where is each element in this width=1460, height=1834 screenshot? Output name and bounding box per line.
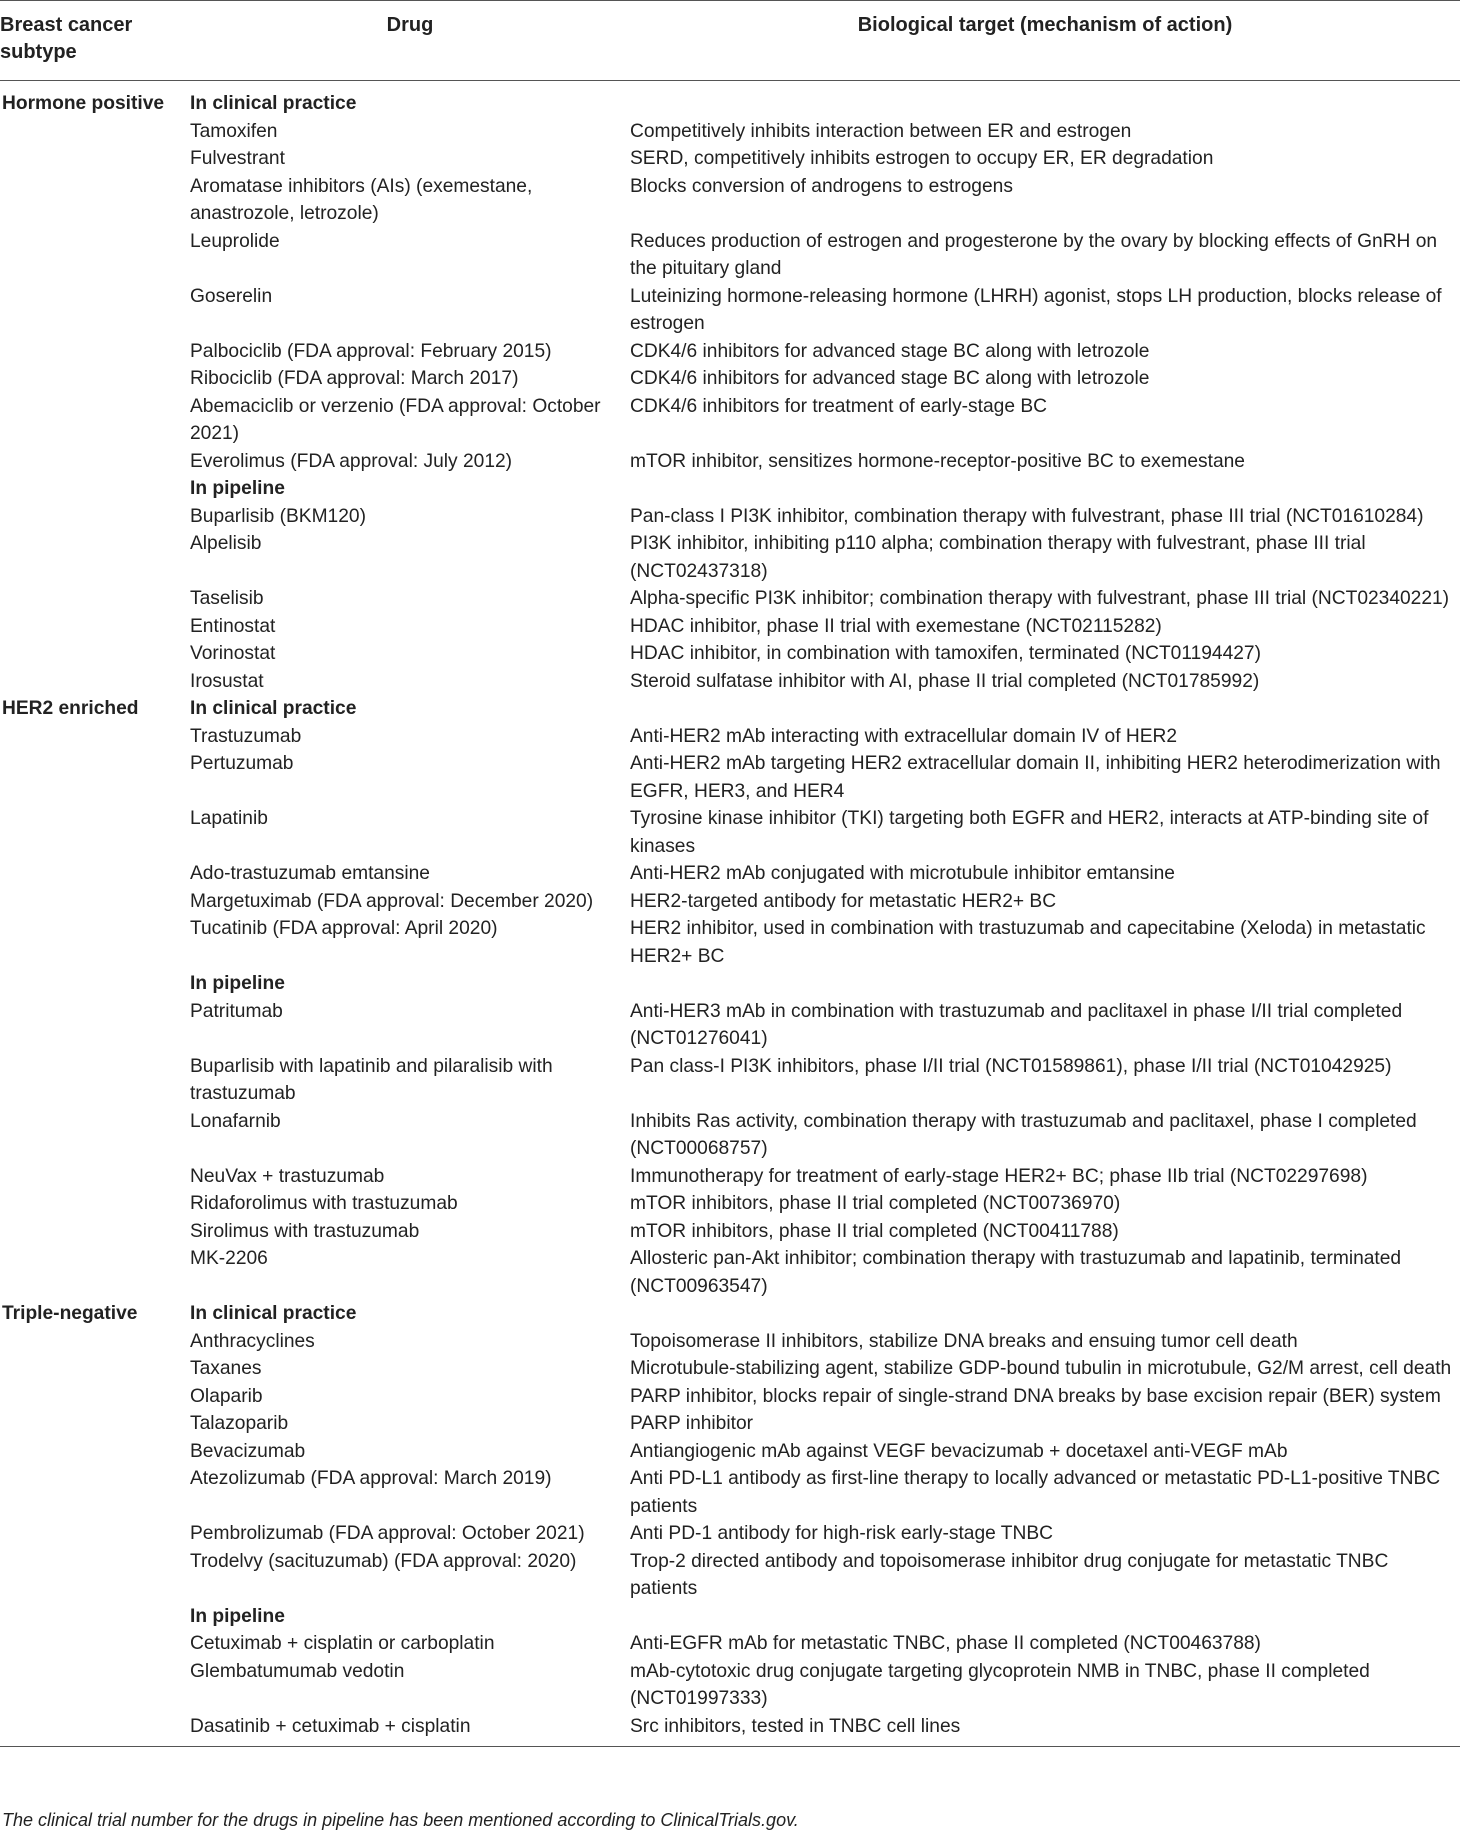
cell-subtype [0, 585, 190, 613]
cell-drug: Pembrolizumab (FDA approval: October 2021) [190, 1523, 585, 1544]
cell-mechanism: Anti-EGFR mAb for metastatic TNBC, phase II completed (NCT00463788) [630, 1633, 1261, 1654]
cell-subtype [0, 475, 190, 503]
table-header-row [0, 1, 1460, 81]
table-row [0, 613, 1460, 641]
cell-drug: Sirolimus with trastuzumab [190, 1220, 420, 1242]
cell-mechanism [630, 81, 1460, 118]
cell-mechanism [630, 475, 1460, 503]
cell-drug: Fulvestrant [190, 148, 285, 169]
table-row [0, 1658, 1460, 1713]
cell-subtype [0, 503, 190, 531]
cell-mechanism: Pan class-I PI3K inhibitors, phase I/II trial (NCT01589861), phase I/II trial (NCT01042925) [630, 1055, 1392, 1077]
cell-subtype: Hormone positive [2, 93, 165, 114]
cell-subtype [0, 750, 190, 805]
cell-subtype [0, 1383, 190, 1411]
table-row [0, 338, 1460, 366]
cell-subtype [0, 1410, 190, 1438]
cell-drug: Pertuzumab [190, 753, 294, 774]
table-row [0, 668, 1460, 696]
cell-mechanism: PI3K inhibitor, inhibiting p110 alpha; combination therapy with fulvestrant, phase III trial (NCT02437318) [630, 533, 1366, 582]
table-row [0, 283, 1460, 338]
table-row [0, 1218, 1460, 1246]
cell-drug: Tucatinib (FDA approval: April 2020) [190, 918, 498, 939]
table-section-row [0, 475, 1460, 503]
cell-drug: Leuprolide [190, 230, 280, 252]
cell-subtype [0, 860, 190, 888]
table-body [0, 81, 1460, 1747]
cell-mechanism: Reduces production of estrogen and progesterone by the ovary by blocking effects of GnRH on the pituitary gland [630, 230, 1438, 279]
cell-subtype [0, 1713, 190, 1747]
cell-drug: Buparlisib with lapatinib and pilaralisib with trastuzumab [190, 1055, 553, 1104]
cell-subtype [0, 1548, 190, 1603]
cell-mechanism: Allosteric pan-Akt inhibitor; combination therapy with trastuzumab and lapatinib, terminated (NCT00963547) [630, 1248, 1402, 1297]
table-row [0, 530, 1460, 585]
cell-mechanism: Anti PD-1 antibody for high-risk early-stage TNBC [630, 1523, 1054, 1544]
cell-mechanism: Src inhibitors, tested in TNBC cell lines [630, 1713, 1460, 1747]
cell-mechanism: Tyrosine kinase inhibitor (TKI) targeting both EGFR and HER2, interacts at ATP-binding site of kinases [630, 808, 1429, 857]
cell-subtype [0, 283, 190, 338]
table-section-row [0, 1300, 1460, 1328]
cell-mechanism: HDAC inhibitor, in combination with tamoxifen, terminated (NCT01194427) [630, 643, 1261, 664]
table-row [0, 1053, 1460, 1108]
cell-drug: Alpelisib [190, 533, 262, 554]
cell-mechanism: PARP inhibitor, blocks repair of single-strand DNA breaks by base excision repair (BER) system [630, 1385, 1441, 1407]
cell-subtype: Triple-negative [2, 1303, 138, 1324]
cell-mechanism: Luteinizing hormone-releasing hormone (LHRH) agonist, stops LH production, blocks release of estrogen [630, 285, 1442, 334]
table-footnote: The clinical trial number for the drugs in pipeline has been mentioned according to ClinicalTrials.gov. [2, 1810, 799, 1830]
cell-mechanism: Anti-HER2 mAb interacting with extracellular domain IV of HER2 [630, 725, 1178, 747]
cell-mechanism: CDK4/6 inhibitors for advanced stage BC along with letrozole [630, 340, 1150, 362]
cell-drug: Olaparib [190, 1385, 263, 1407]
cell-mechanism [630, 1300, 1460, 1328]
cell-subtype [0, 723, 190, 751]
table-row [0, 750, 1460, 805]
table-row [0, 805, 1460, 860]
cell-mechanism: Immunotherapy for treatment of early-stage HER2+ BC; phase IIb trial (NCT02297698) [630, 1165, 1368, 1187]
cell-subtype [0, 998, 190, 1053]
cell-mechanism: mTOR inhibitor, sensitizes hormone-receptor-positive BC to exemestane [630, 450, 1245, 472]
column-header-target: Biological target (mechanism of action) [630, 1, 1460, 81]
table-row [0, 1108, 1460, 1163]
cell-subtype [0, 228, 190, 283]
cell-drug: Aromatase inhibitors (AIs) (exemestane, anastrozole, letrozole) [190, 175, 533, 224]
cell-subtype [0, 1245, 190, 1300]
cell-drug: Entinostat [190, 615, 276, 637]
cell-mechanism [630, 970, 1460, 998]
table-row [0, 1163, 1460, 1191]
cell-mechanism: HER2-targeted antibody for metastatic HER2+ BC [630, 890, 1057, 912]
cell-drug: Margetuximab (FDA approval: December 2020) [190, 890, 594, 912]
cell-mechanism: Microtubule-stabilizing agent, stabilize GDP-bound tubulin in microtubule, G2/M arrest, cell death [630, 1358, 1452, 1379]
cell-drug: Ridaforolimus with trastuzumab [190, 1193, 458, 1214]
cell-drug: MK-2206 [190, 1248, 268, 1269]
table-row [0, 860, 1460, 888]
cell-drug: NeuVax + trastuzumab [190, 1165, 385, 1187]
cell-drug: Dasatinib + cetuximab + cisplatin [190, 1713, 630, 1747]
table-row [0, 1383, 1460, 1411]
cell-drug: Taselisib [190, 588, 264, 609]
table-section-row [0, 81, 1460, 118]
cell-mechanism: Anti-HER3 mAb in combination with trastuzumab and paclitaxel in phase I/II trial completed (NCT01276041) [630, 1000, 1403, 1049]
table-row [0, 1328, 1460, 1356]
cell-drug: Irosustat [190, 670, 264, 692]
cell-drug: Goserelin [190, 285, 273, 307]
cell-subtype [0, 915, 190, 970]
cell-section-label: In pipeline [190, 1605, 285, 1627]
cell-drug: Vorinostat [190, 643, 276, 664]
table-row [0, 365, 1460, 393]
table-row [0, 503, 1460, 531]
cell-subtype [0, 118, 190, 146]
table-row [0, 228, 1460, 283]
table-section-row [0, 695, 1460, 723]
cell-subtype [0, 613, 190, 641]
table-row [0, 1245, 1460, 1300]
cell-subtype [0, 668, 190, 696]
table-row [0, 888, 1460, 916]
cell-subtype [0, 1218, 190, 1246]
cell-mechanism: CDK4/6 inhibitors for treatment of early-stage BC [630, 395, 1047, 417]
table-row [0, 1548, 1460, 1603]
cell-subtype [0, 888, 190, 916]
cell-drug: Cetuximab + cisplatin or carboplatin [190, 1633, 495, 1654]
cell-subtype [0, 1603, 190, 1631]
cell-subtype [0, 365, 190, 393]
table-section-row [0, 970, 1460, 998]
table-row [0, 1355, 1460, 1383]
cell-mechanism: Alpha-specific PI3K inhibitor; combination therapy with fulvestrant, phase III trial (NCT02340221) [630, 588, 1450, 609]
cell-drug: Trodelvy (sacituzumab) (FDA approval: 2020) [190, 1550, 577, 1572]
cell-subtype [0, 338, 190, 366]
cell-mechanism: Blocks conversion of androgens to estrogens [630, 175, 1013, 197]
cell-drug: Glembatumumab vedotin [190, 1660, 405, 1682]
cell-drug: Everolimus (FDA approval: July 2012) [190, 450, 513, 472]
cell-section-label: In clinical practice [190, 93, 357, 114]
cell-subtype [0, 1658, 190, 1713]
cell-mechanism: Trop-2 directed antibody and topoisomerase inhibitor drug conjugate for metastatic TNBC patients [630, 1550, 1389, 1599]
cell-section-label: In pipeline [190, 973, 285, 994]
cell-subtype: HER2 enriched [2, 698, 139, 719]
cell-drug: Ribociclib (FDA approval: March 2017) [190, 368, 519, 389]
cell-mechanism: HER2 inhibitor, used in combination with trastuzumab and capecitabine (Xeloda) in metastatic HER2+ BC [630, 918, 1426, 967]
cell-mechanism: mAb-cytotoxic drug conjugate targeting glycoprotein NMB in TNBC, phase II completed (NCT01997333) [630, 1660, 1370, 1709]
cell-mechanism: SERD, competitively inhibits estrogen to occupy ER, ER degradation [630, 148, 1214, 169]
cell-subtype [0, 1520, 190, 1548]
table-row [0, 1630, 1460, 1658]
column-header-drug: Drug [190, 1, 630, 81]
cell-mechanism: HDAC inhibitor, phase II trial with exemestane (NCT02115282) [630, 615, 1162, 637]
cell-mechanism: Topoisomerase II inhibitors, stabilize DNA breaks and ensuing tumor cell death [630, 1330, 1298, 1352]
cell-mechanism [630, 695, 1460, 723]
cell-section-label: In pipeline [190, 478, 285, 499]
table-row [0, 1520, 1460, 1548]
table-row [0, 1410, 1460, 1438]
cell-subtype [0, 448, 190, 476]
cell-mechanism: Inhibits Ras activity, combination therapy with trastuzumab and paclitaxel, phase I completed (NCT00068757) [630, 1110, 1417, 1159]
table-row [0, 640, 1460, 668]
cell-mechanism: Steroid sulfatase inhibitor with AI, phase II trial completed (NCT01785992) [630, 670, 1260, 692]
cell-drug: Trastuzumab [190, 725, 302, 747]
cell-mechanism [630, 1603, 1460, 1631]
cell-section-label: In clinical practice [190, 698, 357, 719]
cell-drug: Anthracyclines [190, 1330, 315, 1352]
cell-drug: Talazoparib [190, 1413, 289, 1434]
cell-mechanism: Anti-HER2 mAb targeting HER2 extracellular domain II, inhibiting HER2 heterodimerization with EGFR, HER3, and HER4 [630, 753, 1441, 802]
cell-mechanism: Anti-HER2 mAb conjugated with microtubule inhibitor emtansine [630, 863, 1175, 884]
cell-mechanism: mTOR inhibitors, phase II trial completed (NCT00736970) [630, 1193, 1121, 1214]
cell-mechanism: CDK4/6 inhibitors for advanced stage BC along with letrozole [630, 368, 1150, 389]
cell-drug: Ado-trastuzumab emtansine [190, 863, 430, 884]
cell-subtype [0, 1328, 190, 1356]
table-row [0, 145, 1460, 173]
cell-section-label: In clinical practice [190, 1303, 357, 1324]
cell-subtype [0, 805, 190, 860]
table-row [0, 915, 1460, 970]
cell-subtype [0, 173, 190, 228]
cell-subtype [0, 393, 190, 448]
table-row [0, 1713, 1460, 1747]
cell-subtype [0, 1163, 190, 1191]
cell-drug: Atezolizumab (FDA approval: March 2019) [190, 1468, 552, 1489]
cell-mechanism: mTOR inhibitors, phase II trial completed (NCT00411788) [630, 1220, 1119, 1242]
cell-drug: Lonafarnib [190, 1110, 281, 1132]
cell-drug: Tamoxifen [190, 120, 278, 142]
cell-subtype [0, 1053, 190, 1108]
cell-subtype [0, 1438, 190, 1466]
cell-drug: Patritumab [190, 1000, 283, 1022]
cell-subtype [0, 1108, 190, 1163]
cell-subtype [0, 640, 190, 668]
cell-drug: Abemaciclib or verzenio (FDA approval: October 2021) [190, 395, 601, 444]
table-row [0, 585, 1460, 613]
cell-mechanism: Anti PD-L1 antibody as first-line therapy to locally advanced or metastatic PD-L1-positive TNBC patients [630, 1468, 1441, 1517]
cell-drug: Buparlisib (BKM120) [190, 505, 366, 527]
table-row [0, 1465, 1460, 1520]
table-row [0, 723, 1460, 751]
cell-drug: Lapatinib [190, 808, 268, 829]
cell-mechanism: Pan-class I PI3K inhibitor, combination therapy with fulvestrant, phase III trial (NCT01610284) [630, 505, 1424, 527]
table-row [0, 1438, 1460, 1466]
table-row [0, 1190, 1460, 1218]
table-row [0, 448, 1460, 476]
table-row [0, 118, 1460, 146]
cell-subtype [0, 530, 190, 585]
cell-mechanism: Antiangiogenic mAb against VEGF bevacizumab + docetaxel anti-VEGF mAb [630, 1440, 1288, 1462]
table-section-row [0, 1603, 1460, 1631]
cell-drug: Bevacizumab [190, 1440, 306, 1462]
cell-subtype [0, 1630, 190, 1658]
cell-subtype [0, 1190, 190, 1218]
cell-subtype [0, 1465, 190, 1520]
cell-drug: Palbociclib (FDA approval: February 2015) [190, 340, 552, 362]
cell-mechanism: PARP inhibitor [630, 1413, 754, 1434]
cell-subtype [0, 970, 190, 998]
cell-subtype [0, 145, 190, 173]
table-row [0, 998, 1460, 1053]
cell-drug: Taxanes [190, 1358, 262, 1379]
cell-mechanism: Competitively inhibits interaction between ER and estrogen [630, 120, 1132, 142]
table-row [0, 393, 1460, 448]
table-row [0, 173, 1460, 228]
cell-subtype [0, 1355, 190, 1383]
column-header-subtype: Breast cancer subtype [0, 1, 190, 81]
